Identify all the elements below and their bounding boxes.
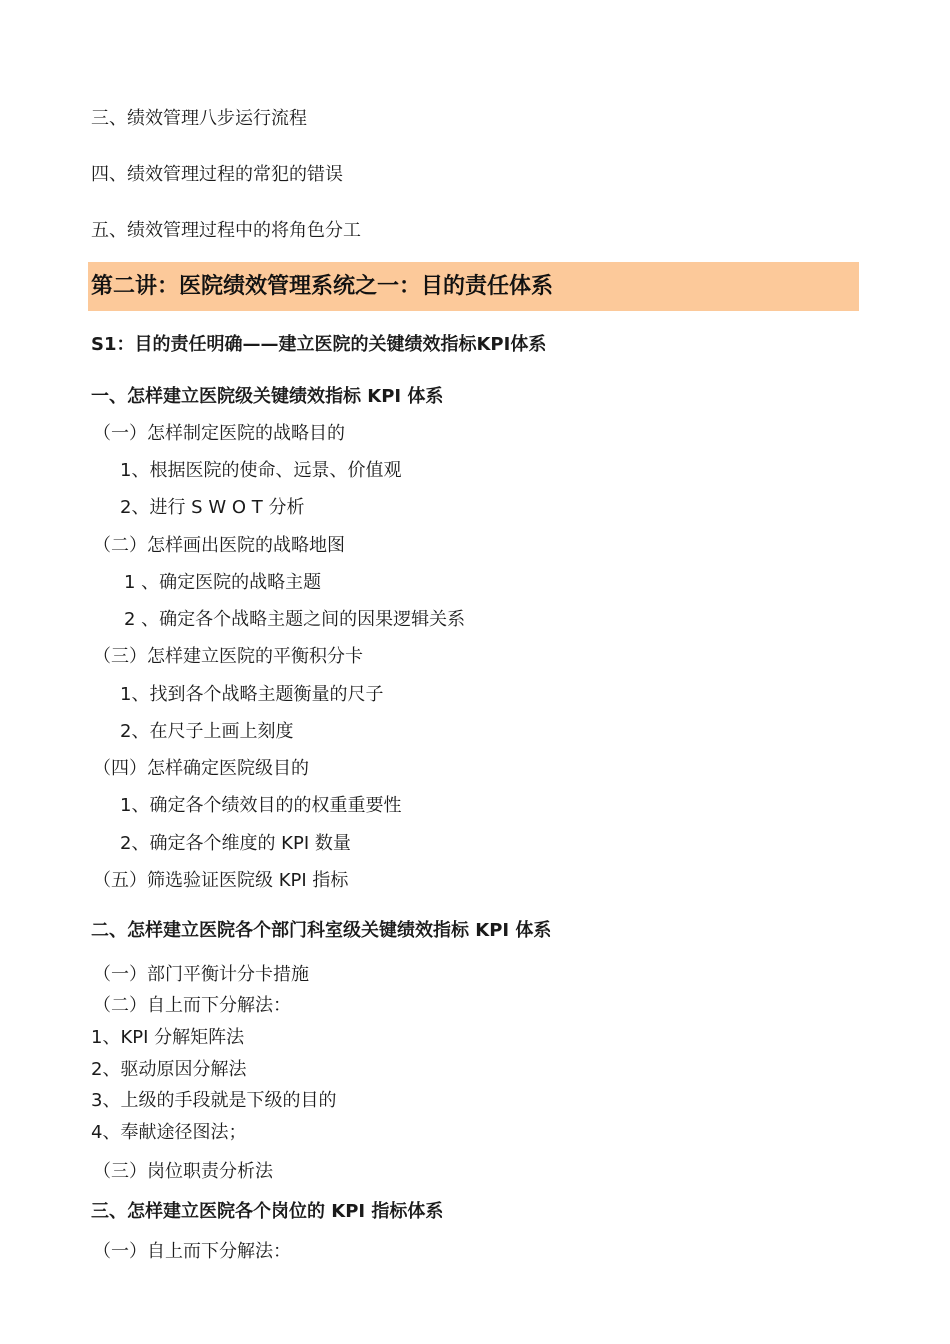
- outline-item: 2、驱动原因分解法: [91, 1059, 247, 1080]
- s1-heading: S1：目的责任明确——建立医院的关键绩效指标KPI体系: [91, 334, 547, 355]
- section-heading: 三、怎样建立医院各个岗位的 KPI 指标体系: [91, 1201, 444, 1222]
- outline-item: 1、确定各个绩效目的的权重重要性: [120, 795, 402, 816]
- outline-item: （四）怎样确定医院级目的: [93, 758, 309, 779]
- intro-item: 四、绩效管理过程的常犯的错误: [91, 164, 343, 185]
- outline-item: （五）筛选验证医院级 KPI 指标: [93, 870, 349, 891]
- outline-item: 1、找到各个战略主题衡量的尺子: [120, 684, 384, 705]
- outline-item: 2 、确定各个战略主题之间的因果逻辑关系: [124, 609, 466, 630]
- outline-item: （三）怎样建立医院的平衡积分卡: [93, 646, 363, 667]
- outline-item: （一）部门平衡计分卡措施: [93, 964, 309, 985]
- outline-item: （三）岗位职责分析法: [93, 1161, 273, 1182]
- outline-item: 4、奉献途径图法；: [91, 1122, 247, 1143]
- outline-item: 1、根据医院的使命、远景、价值观: [120, 460, 402, 481]
- lecture-title: 第二讲：医院绩效管理系统之一：目的责任体系: [91, 274, 554, 299]
- outline-item: 1 、确定医院的战略主题: [124, 572, 322, 593]
- outline-item: （一）自上而下分解法：: [93, 1241, 291, 1262]
- section-heading: 一、怎样建立医院级关键绩效指标 KPI 体系: [91, 386, 444, 407]
- lecture-banner: [88, 262, 859, 311]
- section-heading: 二、怎样建立医院各个部门科室级关键绩效指标 KPI 体系: [91, 920, 552, 941]
- outline-item: （一）怎样制定医院的战略目的: [93, 423, 345, 444]
- outline-item: （二）自上而下分解法：: [93, 995, 291, 1016]
- outline-item: 3、上级的手段就是下级的目的: [91, 1090, 337, 1111]
- outline-item: 2、进行 S W O T 分析: [120, 497, 305, 518]
- intro-item: 五、绩效管理过程中的将角色分工: [91, 220, 361, 241]
- outline-item: 2、确定各个维度的 KPI 数量: [120, 833, 351, 854]
- outline-item: 1、KPI 分解矩阵法: [91, 1027, 245, 1048]
- intro-item: 三、绩效管理八步运行流程: [91, 108, 307, 129]
- outline-item: （二）怎样画出医院的战略地图: [93, 535, 345, 556]
- outline-item: 2、在尺子上画上刻度: [120, 721, 294, 742]
